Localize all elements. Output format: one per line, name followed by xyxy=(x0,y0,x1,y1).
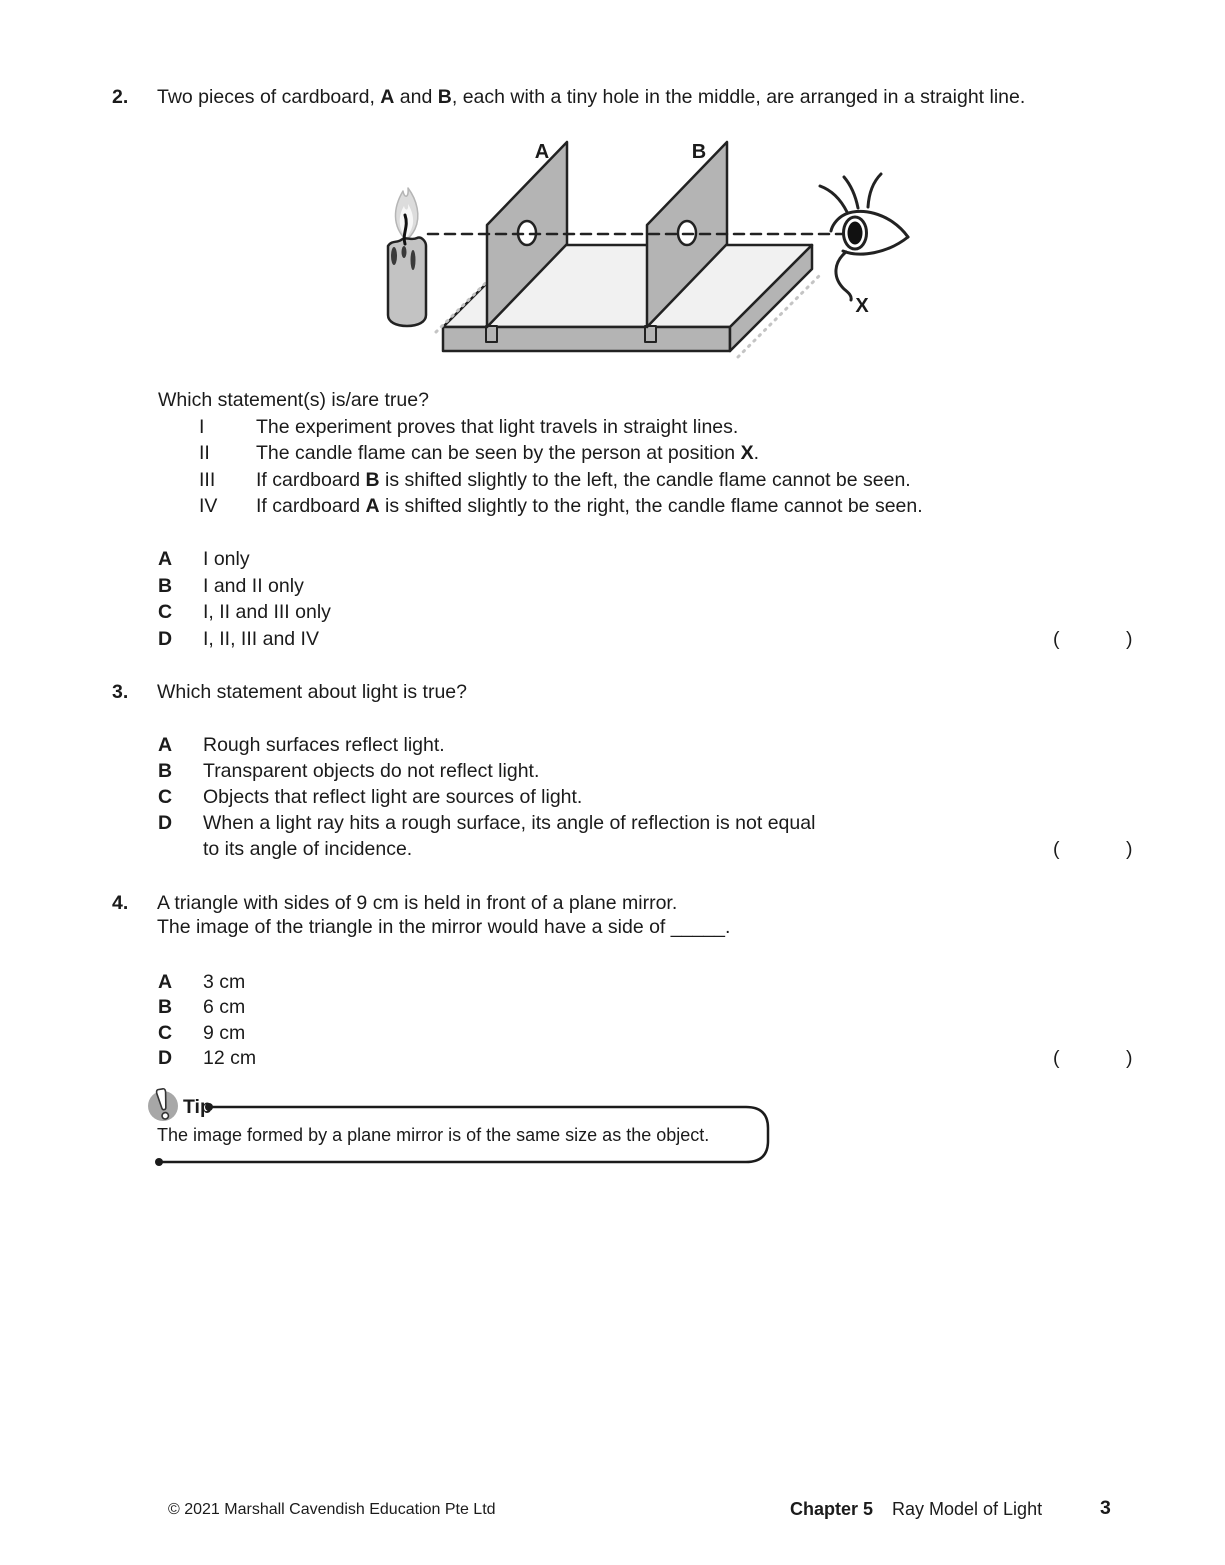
diagram-label-a: A xyxy=(534,141,550,163)
q2-option-c-letter: C xyxy=(158,601,173,623)
q3-answer-paren-close: ) xyxy=(1126,838,1133,860)
q3-option-a-text: Rough surfaces reflect light. xyxy=(203,734,445,756)
footer-page-number: 3 xyxy=(1100,1497,1111,1519)
q4-option-b-letter: B xyxy=(158,996,173,1018)
q3-option-d-letter: D xyxy=(158,812,173,834)
q4-answer-paren-open: ( xyxy=(1053,1047,1060,1069)
q2-option-b xyxy=(158,573,304,599)
q2-intro-bold-a: A xyxy=(380,86,395,108)
q3-stem: Which statement about light is true? xyxy=(157,681,467,703)
q4-option-a-text: 3 cm xyxy=(203,971,246,993)
q4-option-d-text: 12 cm xyxy=(203,1047,257,1069)
tip-text: The image formed by a plane mirror is of the same size as the object. xyxy=(157,1125,710,1145)
q2-intro-post: , each with a tiny hole in the middle, are arranged in a straight line. xyxy=(451,86,1026,108)
question-4-number: 4. xyxy=(112,892,129,914)
q2-intro-mid: and xyxy=(394,86,438,108)
q4-stem-line2: The image of the triangle in the mirror would have a side of _____. xyxy=(157,916,731,938)
q3-option-c-letter: C xyxy=(158,786,173,808)
footer-chapter-title: Ray Model of Light xyxy=(892,1499,1043,1519)
cardboard-b-foot xyxy=(645,326,656,342)
eyelash xyxy=(868,174,881,207)
eyelash xyxy=(820,186,847,212)
q2-diagram xyxy=(355,135,945,375)
q3-option-c-text: Objects that reflect light are sources of light. xyxy=(203,786,583,808)
q4-option-c xyxy=(158,1020,245,1046)
q3-option-d-text: When a light ray hits a rough surface, its angle of reflection is not equal xyxy=(203,812,816,834)
q2-option-d-letter: D xyxy=(158,628,173,650)
q3-option-b-text: Transparent objects do not reflect light. xyxy=(203,760,540,782)
q3-option-d xyxy=(158,810,815,836)
q2-option-d xyxy=(158,626,319,652)
question-2-number: 2. xyxy=(112,86,129,108)
q4-option-d-letter: D xyxy=(158,1047,173,1069)
candle-wax-drip xyxy=(391,247,397,265)
footer-chapter: Chapter 5 xyxy=(790,1499,874,1519)
q2-statement-4 xyxy=(199,493,923,519)
q2-option-a-letter: A xyxy=(158,548,173,570)
tip-label: Tip xyxy=(183,1096,212,1118)
tip-border-end-dot xyxy=(155,1158,163,1166)
q2-statement-2-numeral: II xyxy=(199,442,210,464)
q4-option-b xyxy=(158,994,245,1020)
q2-intro-pre: Two pieces of cardboard, xyxy=(157,86,381,108)
q3-option-a-letter: A xyxy=(158,734,173,756)
q3-option-b xyxy=(158,758,539,784)
q2-statement-1 xyxy=(199,414,738,440)
q2-option-c xyxy=(158,599,331,625)
q4-option-d xyxy=(158,1045,256,1071)
q2-statement-1-text: The experiment proves that light travels in straight lines. xyxy=(256,416,739,438)
question-2-intro-row xyxy=(112,84,1025,110)
q2-answer-paren-close: ) xyxy=(1126,628,1133,650)
q2-option-c-text: I, II and III only xyxy=(203,601,331,623)
q3-option-d-text-line2: to its angle of incidence. xyxy=(203,838,413,860)
question-4-stem-row xyxy=(112,890,677,916)
q2-stem: Which statement(s) is/are true? xyxy=(158,389,429,411)
q2-statement-3-text: If cardboard B is shifted slightly to the left, the candle flame cannot be seen. xyxy=(256,469,911,491)
q2-answer-paren-open: ( xyxy=(1053,628,1060,650)
q2-statement-2 xyxy=(199,440,759,466)
eyelash xyxy=(844,177,858,208)
q2-statement-4-numeral: IV xyxy=(199,495,218,517)
candle-wax-drip xyxy=(411,250,416,270)
q2-statement-3-numeral: III xyxy=(199,469,216,491)
q2-statement-4-text: If cardboard A is shifted slightly to the right, the candle flame cannot be seen. xyxy=(256,495,923,517)
q3-option-b-letter: B xyxy=(158,760,173,782)
q3-answer-paren-open: ( xyxy=(1053,838,1060,860)
q2-option-a xyxy=(158,546,250,572)
q2-option-b-text: I and II only xyxy=(203,575,304,597)
q2-option-d-text: I, II, III and IV xyxy=(203,628,319,650)
question-3-number: 3. xyxy=(112,681,129,703)
q2-statement-3 xyxy=(199,467,911,493)
q4-option-a xyxy=(158,969,245,995)
q4-stem-line1: A triangle with sides of 9 cm is held in front of a plane mirror. xyxy=(157,892,678,914)
diagram-label-b: B xyxy=(691,141,707,163)
eye-pupil xyxy=(848,222,863,245)
cardboard-a-foot xyxy=(486,326,497,342)
q2-statement-1-numeral: I xyxy=(199,416,205,438)
question-2-text xyxy=(157,86,1025,108)
q4-option-c-text: 9 cm xyxy=(203,1022,246,1044)
q3-option-c xyxy=(158,784,582,810)
footer-copyright: © 2021 Marshall Cavendish Education Pte Ltd xyxy=(168,1501,496,1518)
diagram-label-x: X xyxy=(855,295,869,317)
question-3-stem-row xyxy=(112,679,467,705)
q2-intro-bold-b: B xyxy=(437,86,452,108)
q2-option-b-letter: B xyxy=(158,575,173,597)
q2-statement-2-text: The candle flame can be seen by the person at position X. xyxy=(256,442,759,464)
q3-option-a xyxy=(158,732,445,758)
q4-option-b-text: 6 cm xyxy=(203,996,246,1018)
q4-answer-paren-close: ) xyxy=(1126,1047,1133,1069)
q4-option-a-letter: A xyxy=(158,971,173,993)
candle-wax-drip xyxy=(402,246,407,258)
q4-option-c-letter: C xyxy=(158,1022,173,1044)
eye-lower-curl xyxy=(836,252,851,300)
q2-option-a-text: I only xyxy=(203,548,250,570)
